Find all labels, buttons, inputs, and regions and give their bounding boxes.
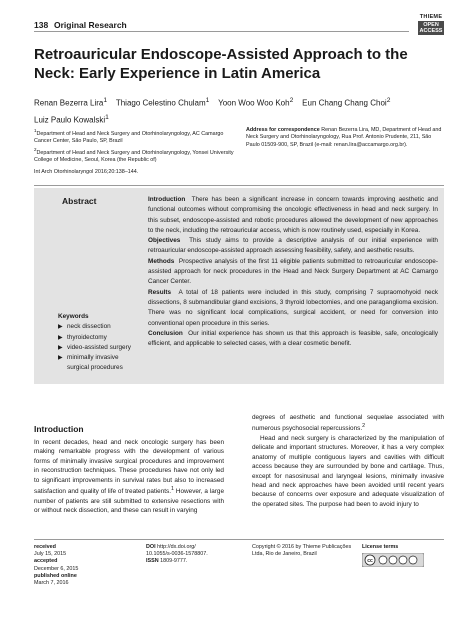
- author-affil-ref: 1: [103, 97, 108, 104]
- issn-value: 1809-9777.: [160, 558, 188, 565]
- keyword-item: [58, 322, 142, 332]
- received-label: received: [34, 544, 56, 550]
- published-label: published online: [34, 572, 77, 579]
- thieme-open-access-logo: [418, 14, 444, 36]
- keywords-block: [58, 312, 142, 374]
- copyright-notice: Copyright © 2016 by Thieme Publicações Ltda, Rio de Janeiro, Brazil: [252, 544, 352, 558]
- keyword-text: neck dissection: [67, 323, 111, 331]
- reference-marker: 1: [171, 486, 174, 493]
- license-label: License terms: [362, 544, 399, 550]
- abstract-section: [148, 329, 438, 350]
- author-list: [34, 94, 424, 127]
- affiliation-number: 2: [34, 146, 37, 152]
- abstract-heading: Abstract: [62, 196, 97, 206]
- abstract-section: [148, 195, 438, 236]
- doi-link[interactable]: http://dx.doi.org/: [157, 544, 196, 550]
- keywords-list: [58, 322, 142, 373]
- author: Luiz Paulo Kowalski: [34, 115, 106, 125]
- arrow-bullet-icon: ▶: [58, 344, 63, 351]
- affiliation-text: Department of Head and Neck Surgery and Otorhinolaryngology, AC Camargo Cancer Center, São Paulo, SP, Brazil: [34, 130, 224, 145]
- body-column-left: [34, 438, 224, 515]
- author-affil-ref: 2: [386, 97, 391, 104]
- doi-link-cont[interactable]: 10.1055/s-0036-1578807.: [146, 551, 208, 558]
- author: Thiago Celestino Chulam: [115, 98, 206, 108]
- arrow-bullet-icon: ▶: [58, 355, 63, 362]
- correspondence-text: Renan Bezerra Lira, MD, Department of Head and Neck Surgery and Otorhinolaryngology, Rua Prof. Antonio Prudente, 211, São Paulo 01509-900, SP, Brazil (e-mail: renan.lira@accamargo.org.br).: [246, 127, 442, 148]
- published-date: March 7, 2016: [34, 580, 69, 587]
- correspondence-label: Address for correspondence: [246, 127, 320, 133]
- body-text: However, a large number of patients are still submitted to extensive resections with or without neck dissection, and these can result in varying: [34, 488, 224, 514]
- abstract-section-text: There has been a significant increase in concern towards improving aesthetic and functional outcomes without compromising the oncologic effectiveness in head and neck surgery. In this subset, endoscope-assisted and robotic procedures allowed the development of new approaches to the neck, including the retroauricular access, which is now routinely used, especially in Korea.: [148, 196, 438, 234]
- footer-rule: [34, 539, 444, 540]
- affiliation: [34, 127, 239, 146]
- keyword-text: video-assisted surgery: [67, 343, 131, 351]
- received-date: July 15, 2015: [34, 551, 67, 558]
- body-text: In recent decades, head and neck oncologic surgery has been making remarkable progress with the development of various forms of minimally invasive surgical procedures and improvement in reconstruction techniques. These procedures have not only led to significant improvements in survival rates but also to increased satisfaction and quality of life of treated patients.: [34, 439, 224, 496]
- body-text: degrees of aesthetic and functional sequelae associated with numerous psychosocial repercussions.: [252, 414, 444, 433]
- body-text: Head and neck surgery is characterized by the manipulation of delicate and important structures. Moreover, it has a very complex anatomy of multiple contiguous layers and cavities with difficult access because they are surrounded by bone and cartilage. Thus, except for nasosinusal and laryngeal lesions, minimally invasive head and neck approaches have been avoided until recent years because of concerns over exposure and adequate visualization of the operated sites. The purpose had been to avoid injury to: [252, 434, 444, 508]
- doi-info: [146, 544, 242, 566]
- header-rule: [34, 31, 409, 32]
- publication-dates: [34, 544, 114, 587]
- section-label: Original Research: [54, 20, 127, 30]
- author-affil-ref: 1: [105, 113, 109, 121]
- author-affil-ref: 1: [205, 97, 210, 104]
- author-affil-ref: 2: [289, 97, 294, 104]
- abstract-section-text: Our initial experience has shown us that this approach is feasible, safe, oncologically efficient, and applicable to selected cases, with a clear cosmetic benefit.: [148, 329, 438, 348]
- keyword-item: [58, 343, 142, 353]
- arrow-bullet-icon: ▶: [58, 324, 63, 331]
- reference-marker: 2: [362, 423, 366, 430]
- arrow-bullet-icon: ▶: [58, 334, 63, 341]
- doi-label: DOI: [146, 544, 156, 550]
- badge-line-2: ACCESS: [419, 28, 443, 34]
- abstract-section-label: Conclusion: [148, 329, 183, 337]
- abstract-section: [148, 288, 438, 329]
- abstract-section-label: Introduction: [148, 196, 186, 203]
- abstract-section-text: A total of 18 patients were included in this study, comprising 7 supraomohyoid neck dissections, 8 submandibular gland excisions, 3 thyroid lobectomies, and one paraganglioma excision. There was no significant local complications, surgical accident, or need for conversion into conventional open procedure in this series.: [148, 288, 438, 327]
- body-column-right: [252, 413, 444, 509]
- body-paragraph: [252, 413, 444, 434]
- affiliation: [34, 146, 239, 165]
- badge-line-1: OPEN: [423, 22, 439, 28]
- affiliations: [34, 127, 239, 164]
- issn-label: ISSN: [146, 558, 159, 565]
- divider-rule: [34, 185, 444, 186]
- keyword-item: [58, 353, 142, 374]
- keywords-heading: Keywords: [58, 313, 89, 320]
- body-paragraph: [252, 434, 444, 509]
- accepted-label: accepted: [34, 558, 58, 565]
- open-access-badge: [418, 21, 444, 35]
- page-number: 138: [34, 20, 49, 30]
- abstract-section-label: Methods: [148, 257, 175, 265]
- keyword-text: thyroidectomy: [67, 333, 107, 341]
- body-paragraph: [34, 438, 224, 515]
- creative-commons-badge-icon[interactable]: [362, 553, 424, 567]
- abstract-section: [148, 257, 438, 288]
- cc-mark: cc: [367, 558, 373, 565]
- keyword-item: [58, 333, 142, 343]
- journal-citation: Int Arch Otorhinolaryngol 2016;20:138–144.: [34, 169, 139, 175]
- abstract-body: [148, 195, 438, 349]
- author: Renan Bezerra Lira: [34, 98, 104, 108]
- abstract-section: [148, 236, 438, 257]
- logo-brand: THIEME: [419, 14, 443, 20]
- author: Eun Chang Chang Choi: [302, 98, 387, 108]
- affiliation-number: 1: [34, 128, 37, 133]
- affiliation-text: Department of Head and Neck Surgery and Otorhinolaryngology, Yonsei University College of Medicine, Seoul, Korea (the Republic of): [34, 149, 234, 163]
- correspondence-address: [246, 127, 446, 149]
- article-title: Retroauricular Endoscope-Assisted Approach to the Neck: Early Experience in Latin America: [34, 46, 408, 82]
- keyword-text: minimally invasive surgical procedures: [67, 354, 123, 372]
- license-block: [362, 544, 446, 570]
- accepted-date: December 6, 2015: [34, 565, 79, 572]
- introduction-heading: Introduction: [34, 424, 84, 434]
- author: Yoon Woo Woo Koh: [218, 98, 290, 108]
- abstract-section-label: Objectives: [148, 237, 181, 245]
- abstract-section-text: Prospective analysis of the first 11 eligible patients submitted to retroauricular endoscope-assisted approach for neck procedures in the Head and Neck Surgery Department at AC Camargo Cancer Center.: [148, 257, 438, 286]
- abstract-section-text: This study aims to provide a descriptive analysis of our initial experience with retroauricular endoscope-assisted approach assessing feasibility, safety, and aesthetic results.: [148, 237, 438, 255]
- abstract-section-label: Results: [148, 288, 172, 296]
